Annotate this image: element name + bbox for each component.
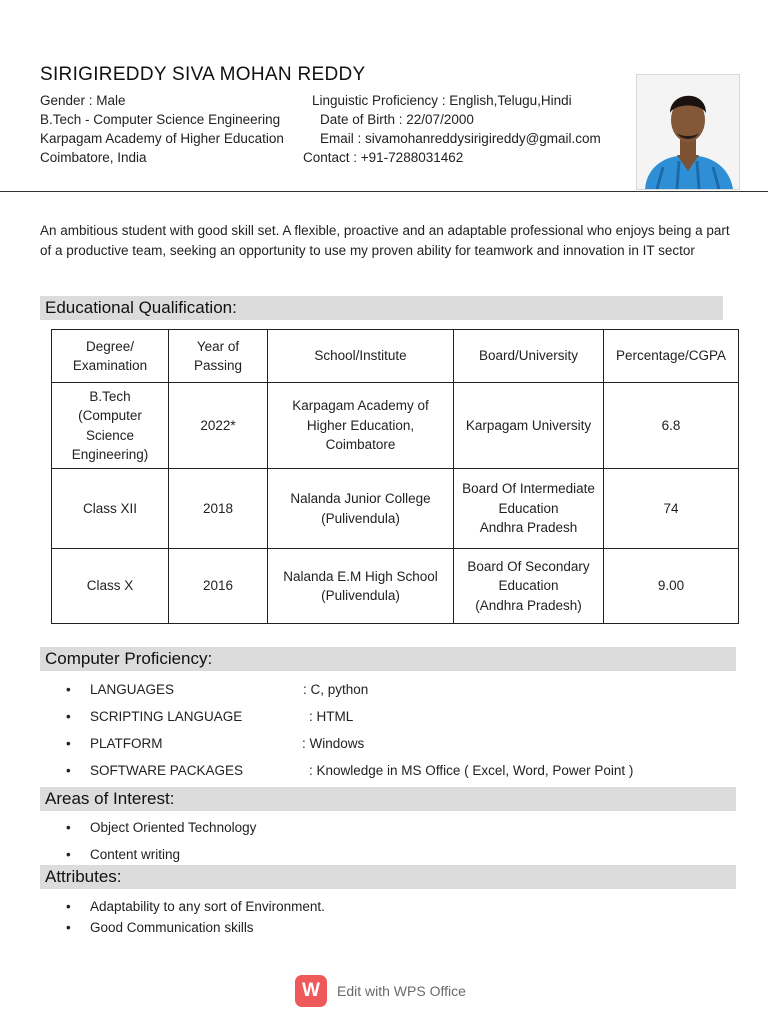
degree-cell: B.Tech (Computer Science Engineering) <box>52 383 169 469</box>
school-cell: Nalanda E.M High School (Pulivendula) <box>268 549 454 624</box>
skill-value: : Knowledge in MS Office ( Excel, Word, Power Point ) <box>309 763 634 778</box>
profile-photo <box>636 74 740 190</box>
gender-line: Gender : Male <box>40 93 126 108</box>
skill-label: PLATFORM <box>90 736 163 751</box>
dob-line: Date of Birth : 22/07/2000 <box>320 112 474 127</box>
education-table <box>51 329 739 624</box>
year-cell: 2018 <box>169 469 268 549</box>
attribute-text: Good Communication skills <box>90 920 254 935</box>
school-cell: Nalanda Junior College (Pulivendula) <box>268 469 454 549</box>
table-row <box>52 549 739 624</box>
interest-text: Object Oriented Technology <box>90 820 257 835</box>
header-year: Year of Passing <box>169 330 268 383</box>
college-line: Karpagam Academy of Higher Education <box>40 131 284 146</box>
bullet-icon: • <box>66 736 71 751</box>
percentage-cell: 6.8 <box>604 383 739 469</box>
list-item <box>40 761 730 788</box>
skill-value: : HTML <box>309 709 354 724</box>
attributes-section-title: Attributes: <box>40 865 736 889</box>
bullet-icon: • <box>66 820 71 835</box>
attribute-text: Adaptability to any sort of Environment. <box>90 899 325 914</box>
wps-logo-icon: W <box>295 975 327 1007</box>
school-cell: Karpagam Academy of Higher Education, Coimbatore <box>268 383 454 469</box>
header-degree: Degree/ Examination <box>52 330 169 383</box>
skill-label: LANGUAGES <box>90 682 175 697</box>
computer-section-title: Computer Proficiency: <box>40 647 736 671</box>
bullet-icon: • <box>66 920 71 935</box>
table-row <box>52 469 739 549</box>
header-school: School/Institute <box>268 330 454 383</box>
attributes-list <box>40 897 730 939</box>
career-summary: An ambitious student with good skill set. A flexible, proactive and an adaptable professional who enjoys being a part of a productive team, seeking an opportunity to use my proven ability for teamwork and innovation in IT sector <box>40 223 730 258</box>
skill-label: SOFTWARE PACKAGES <box>90 763 244 778</box>
table-row <box>52 383 739 469</box>
computer-proficiency-list <box>40 680 730 788</box>
bullet-icon: • <box>66 899 71 914</box>
list-item <box>40 734 730 761</box>
location-line: Coimbatore, India <box>40 150 147 165</box>
education-section-title: Educational Qualification: <box>40 296 723 320</box>
list-item <box>40 680 730 707</box>
board-cell: Karpagam University <box>454 383 604 469</box>
linguistic-line: Linguistic Proficiency : English,Telugu,Hindi <box>312 93 572 108</box>
interests-list <box>40 818 730 872</box>
skill-label: SCRIPTING LANGUAGE <box>90 709 243 724</box>
email-line: Email : sivamohanreddysirigireddy@gmail.com <box>320 131 601 146</box>
degree-cell: Class XII <box>52 469 169 549</box>
interest-text: Content writing <box>90 847 181 862</box>
interests-section-title: Areas of Interest: <box>40 787 736 811</box>
degree-cell: Class X <box>52 549 169 624</box>
bullet-icon: • <box>66 709 71 724</box>
list-item <box>40 897 730 918</box>
percentage-cell: 9.00 <box>604 549 739 624</box>
portrait-image <box>637 75 739 189</box>
header-board: Board/University <box>454 330 604 383</box>
table-header-row <box>52 330 739 383</box>
skill-value: : C, python <box>303 682 369 697</box>
contact-line: Contact : +91-7288031462 <box>303 150 464 165</box>
header-divider <box>0 191 768 192</box>
header-percentage: Percentage/CGPA <box>604 330 739 383</box>
year-cell: 2022* <box>169 383 268 469</box>
percentage-cell: 74 <box>604 469 739 549</box>
board-cell: Board Of Intermediate Education Andhra Pradesh <box>454 469 604 549</box>
bullet-icon: • <box>66 682 71 697</box>
list-item <box>40 918 730 939</box>
list-item <box>40 707 730 734</box>
skill-value: : Windows <box>302 736 365 751</box>
year-cell: 2016 <box>169 549 268 624</box>
list-item <box>40 818 730 845</box>
candidate-name: SIRIGIREDDY SIVA MOHAN REDDY <box>40 64 366 85</box>
board-cell: Board Of Secondary Education (Andhra Pradesh) <box>454 549 604 624</box>
degree-line: B.Tech - Computer Science Engineering <box>40 112 281 127</box>
wps-edit-link[interactable]: Edit with WPS Office <box>337 983 466 999</box>
bullet-icon: • <box>66 847 71 862</box>
wps-watermark[interactable] <box>295 975 495 1007</box>
personal-info-left <box>40 91 284 167</box>
bullet-icon: • <box>66 763 71 778</box>
